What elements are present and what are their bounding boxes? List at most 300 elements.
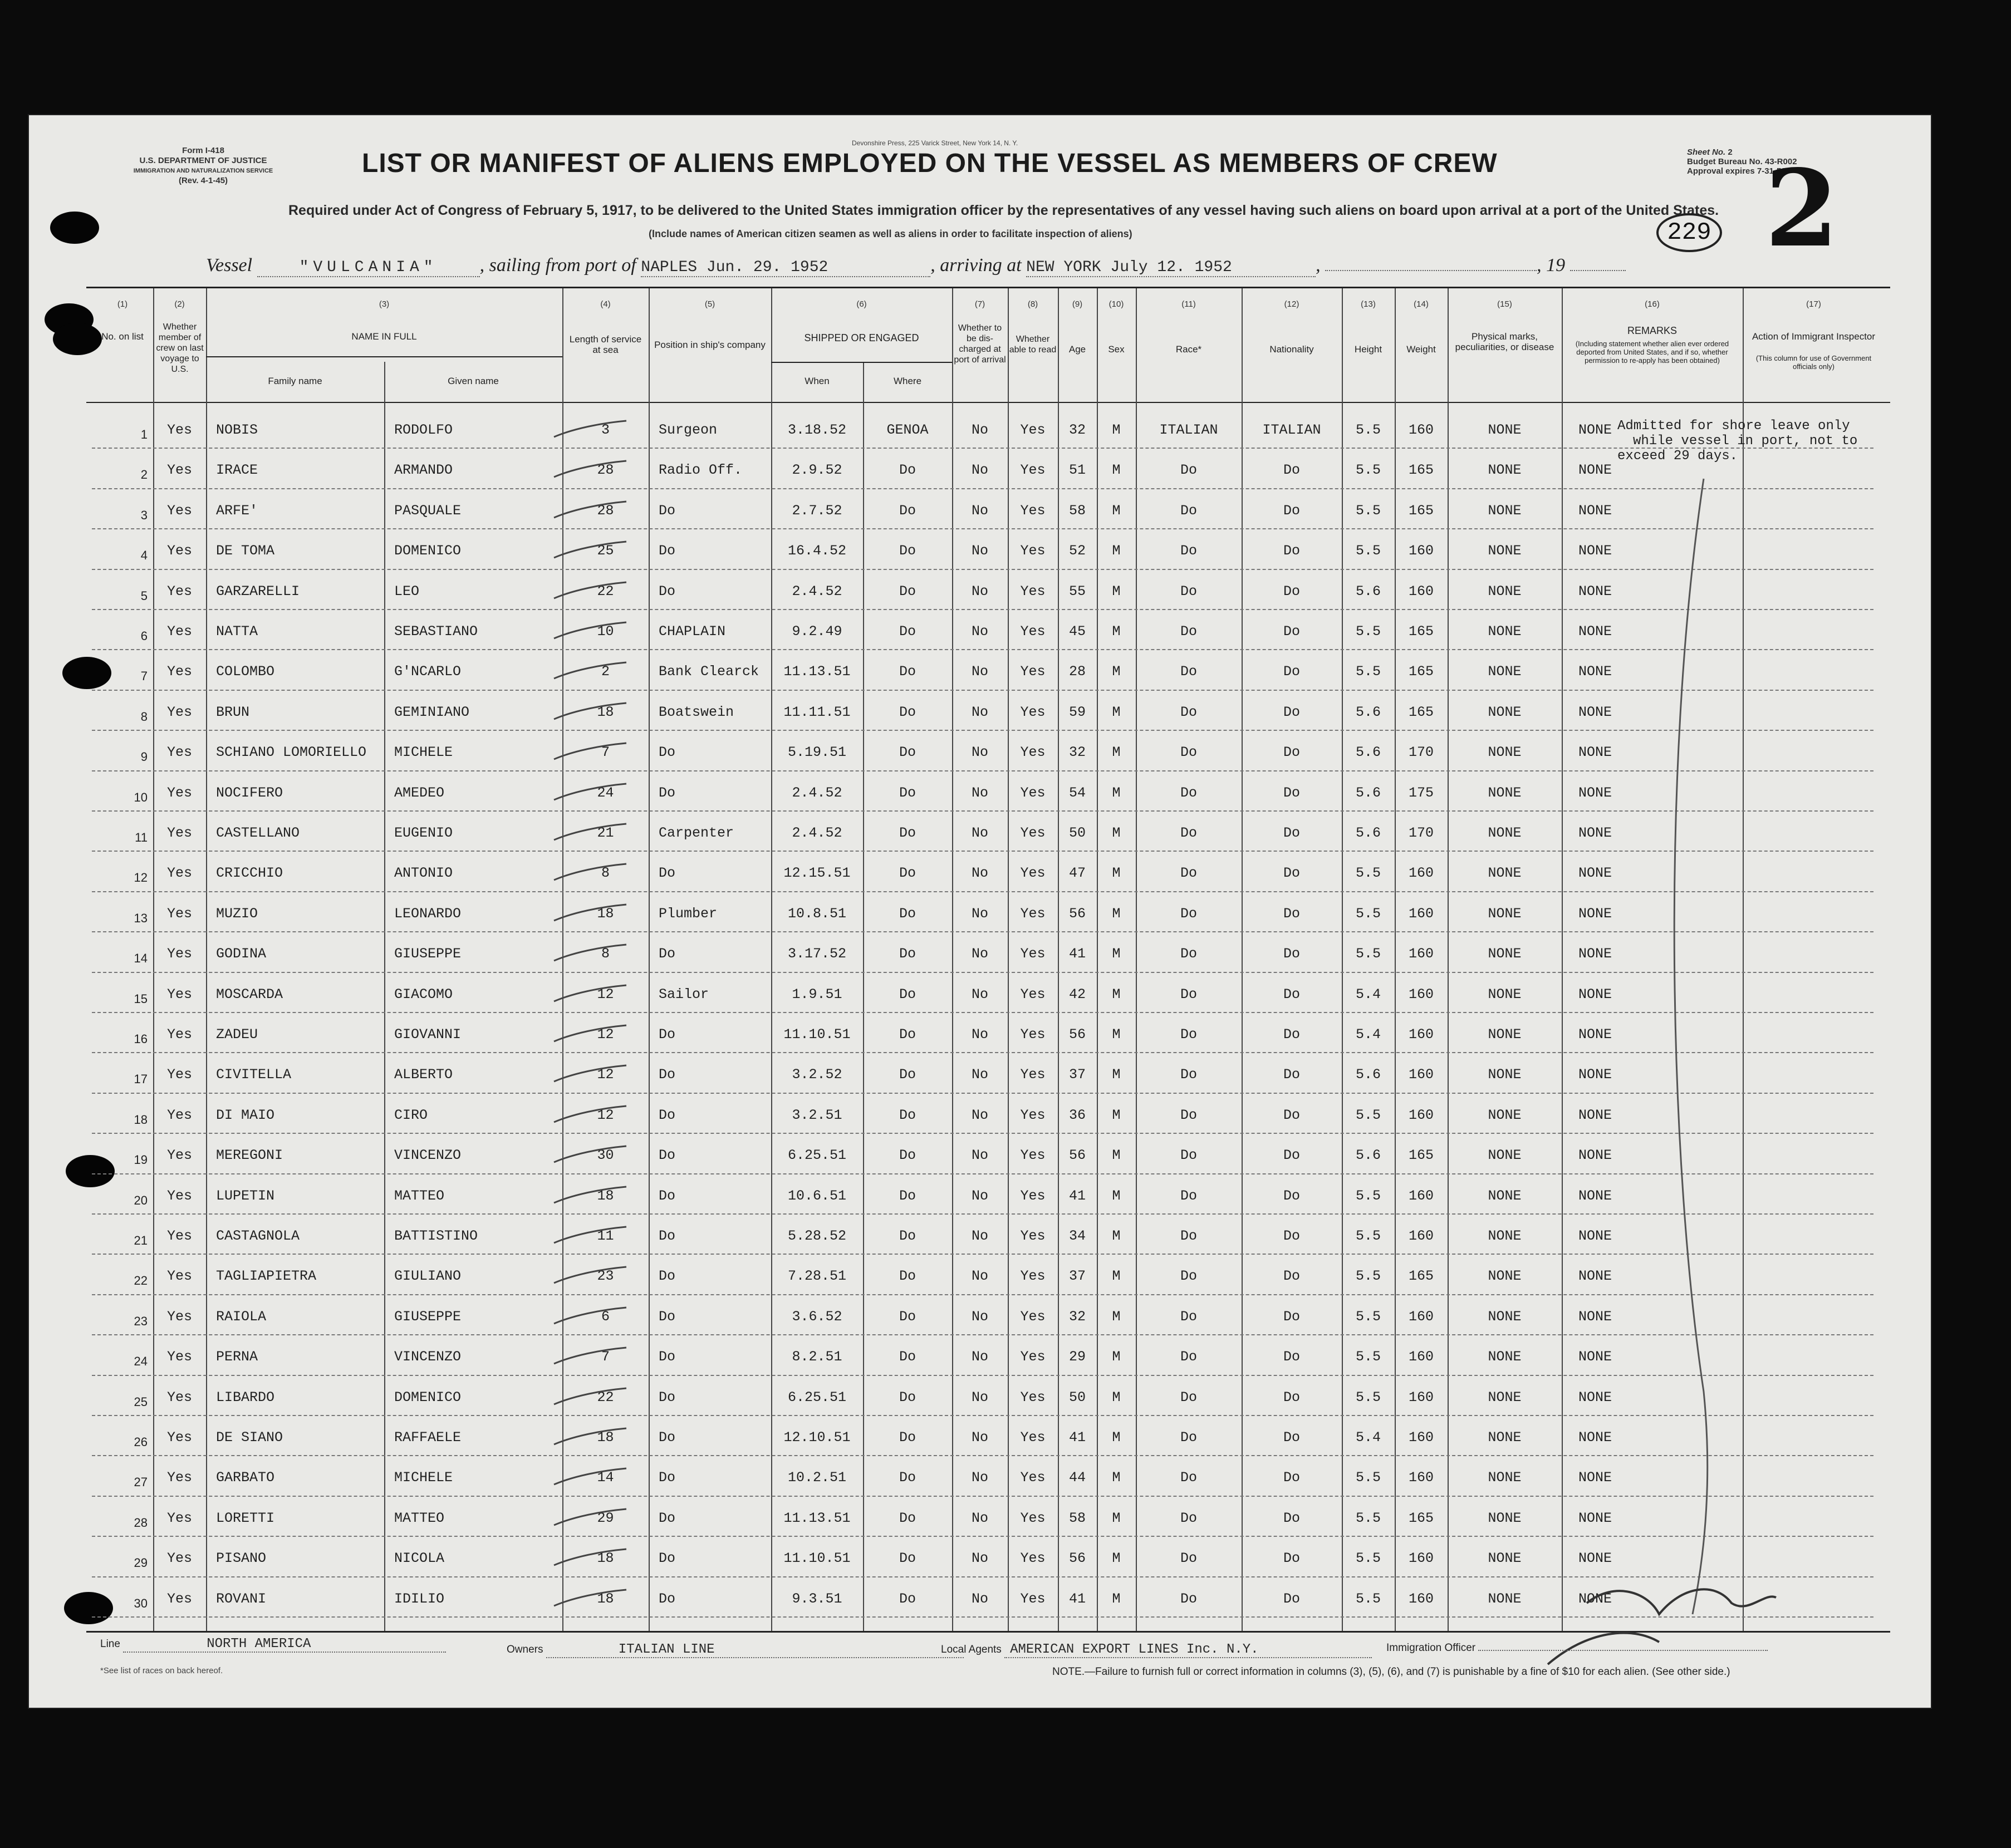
table-cell-when: 11.13.51 xyxy=(783,1510,851,1526)
table-cell-position: Do xyxy=(659,784,676,801)
table-cell-given: BATTISTINO xyxy=(394,1228,478,1244)
table-cell-height: 5.6 xyxy=(1355,704,1381,720)
table-cell-crew: Yes xyxy=(166,1550,192,1567)
table-cell-length: 6 xyxy=(601,1308,610,1325)
table-cell-phys: NONE xyxy=(1488,1590,1522,1607)
table-cell-position: Do xyxy=(659,1590,676,1607)
table-cell-position: Do xyxy=(659,1107,676,1123)
table-cell-remarks: NONE xyxy=(1578,1389,1612,1405)
table-cell-position: Do xyxy=(659,1510,676,1526)
table-cell-nat: Do xyxy=(1283,946,1300,962)
table-cell-crew: Yes xyxy=(166,1107,192,1123)
table-cell-length: 14 xyxy=(597,1469,614,1486)
table-cell-crew: Yes xyxy=(166,1429,192,1446)
table-cell-length: 8 xyxy=(601,865,610,882)
table-cell-length: 8 xyxy=(601,946,610,962)
table-cell-race: Do xyxy=(1180,1308,1197,1325)
table-cell-when: 3.2.51 xyxy=(792,1107,842,1123)
table-cell-age: 29 xyxy=(1068,1349,1086,1365)
table-cell-remarks: NONE xyxy=(1578,784,1612,801)
table-cell-where: Do xyxy=(899,1429,916,1446)
officer-label: Immigration Officer xyxy=(1386,1642,1476,1654)
table-cell-age: 52 xyxy=(1068,543,1086,559)
table-cell-remarks: NONE xyxy=(1578,583,1612,599)
table-cell-weight: 160 xyxy=(1408,1429,1434,1446)
table-cell-family: MUZIO xyxy=(216,905,258,922)
table-cell-remarks: NONE xyxy=(1578,1429,1612,1446)
arriving-port: NEW YORK July 12. 1952 xyxy=(1026,259,1316,277)
table-cell-phys: NONE xyxy=(1488,1550,1522,1567)
header-weight: Weight xyxy=(1406,344,1436,355)
table-cell-age: 34 xyxy=(1068,1228,1086,1244)
table-cell-sex: M xyxy=(1112,502,1121,519)
table-cell-given: RODOLFO xyxy=(394,422,453,438)
table-cell-weight: 160 xyxy=(1408,1389,1434,1405)
table-cell-weight: 165 xyxy=(1408,1147,1434,1164)
table-cell-phys: NONE xyxy=(1488,1268,1522,1285)
table-cell-when: 11.10.51 xyxy=(783,1026,851,1043)
table-cell-no: 12 xyxy=(134,871,148,885)
table-cell-family: CRICCHIO xyxy=(216,865,283,882)
table-cell-no: 4 xyxy=(140,548,148,563)
table-cell-given: EUGENIO xyxy=(394,825,453,841)
table-cell-height: 5.5 xyxy=(1355,1389,1381,1405)
table-cell-nat: Do xyxy=(1283,663,1300,680)
table-cell-crew: Yes xyxy=(166,663,192,680)
table-cell-remarks: NONE xyxy=(1578,1268,1612,1285)
table-cell-crew: Yes xyxy=(166,825,192,841)
table-cell-sex: M xyxy=(1112,1268,1121,1285)
table-cell-race: Do xyxy=(1180,744,1197,761)
table-cell-given: G'NCARLO xyxy=(394,663,462,680)
table-cell-height: 5.5 xyxy=(1355,462,1381,479)
table-cell-when: 11.13.51 xyxy=(783,663,851,680)
table-cell-no: 28 xyxy=(134,1515,148,1530)
table-cell-no: 25 xyxy=(134,1394,148,1409)
table-cell-height: 5.6 xyxy=(1355,744,1381,761)
table-cell-remarks: NONE xyxy=(1578,1228,1612,1244)
table-cell-position: Do xyxy=(659,1228,676,1244)
table-cell-read: Yes xyxy=(1020,1026,1046,1043)
header-age: Age xyxy=(1068,344,1086,355)
table-cell-family: IRACE xyxy=(216,462,258,479)
table-cell-length: 3 xyxy=(601,422,610,438)
table-cell-no: 2 xyxy=(140,468,148,482)
sailing-port: NAPLES Jun. 29. 1952 xyxy=(641,259,930,277)
table-cell-where: Do xyxy=(899,462,916,479)
header-physical: Physical marks, peculiarities, or disease xyxy=(1455,331,1554,352)
table-cell-given: GIACOMO xyxy=(394,986,453,1002)
table-cell-length: 12 xyxy=(597,1026,614,1043)
table-cell-when: 5.19.51 xyxy=(787,744,847,761)
table-cell-sex: M xyxy=(1112,1107,1121,1123)
table-cell-nat: Do xyxy=(1283,1550,1300,1567)
table-cell-nat: Do xyxy=(1283,1308,1300,1325)
column-number: (5) xyxy=(704,299,715,309)
table-cell-family: DI MAIO xyxy=(216,1107,275,1123)
table-cell-phys: NONE xyxy=(1488,1147,1522,1164)
table-cell-race: Do xyxy=(1180,1066,1197,1083)
table-cell-when: 8.2.51 xyxy=(792,1349,842,1365)
table-cell-phys: NONE xyxy=(1488,462,1522,479)
table-cell-remarks: NONE xyxy=(1578,865,1612,882)
sheet-label: Sheet No. xyxy=(1687,148,1726,157)
table-cell-weight: 160 xyxy=(1408,1308,1434,1325)
column-number: (1) xyxy=(117,299,128,309)
table-cell-height: 5.4 xyxy=(1355,986,1381,1002)
table-cell-family: GODINA xyxy=(216,946,267,962)
table-cell-read: Yes xyxy=(1020,986,1046,1002)
table-cell-when: 2.4.52 xyxy=(792,784,842,801)
table-cell-where: Do xyxy=(899,865,916,882)
table-cell-when: 16.4.52 xyxy=(787,543,847,559)
table-cell-age: 37 xyxy=(1068,1268,1086,1285)
table-cell-crew: Yes xyxy=(166,784,192,801)
table-cell-nat: Do xyxy=(1283,986,1300,1002)
column-number: (16) xyxy=(1645,299,1660,309)
table-cell-weight: 160 xyxy=(1408,1550,1434,1567)
table-cell-disch: No xyxy=(971,1550,988,1567)
table-cell-when: 2.4.52 xyxy=(792,583,842,599)
table-cell-phys: NONE xyxy=(1488,1228,1522,1244)
table-cell-given: GIUSEPPE xyxy=(394,1308,462,1325)
table-cell-height: 5.5 xyxy=(1355,1268,1381,1285)
table-cell-family: RAIOLA xyxy=(216,1308,267,1325)
table-cell-family: DE TOMA xyxy=(216,543,275,559)
table-cell-crew: Yes xyxy=(166,462,192,479)
table-cell-weight: 170 xyxy=(1408,825,1434,841)
table-cell-family: MOSCARDA xyxy=(216,986,283,1002)
year-label: 19 xyxy=(1546,255,1566,276)
table-cell-race: Do xyxy=(1180,1268,1197,1285)
table-cell-no: 9 xyxy=(140,750,148,764)
table-cell-race: Do xyxy=(1180,905,1197,922)
column-number: (4) xyxy=(600,299,611,309)
remarks-stamp-line: Admitted for shore leave only xyxy=(1617,419,1850,434)
table-cell-length: 18 xyxy=(597,1429,614,1446)
page-subtitle: Required under Act of Congress of February 5, 1917, to be delivered to the United States immigration officer by the representatives of any vessel having such aliens on board upon arrival at a port of the United States. xyxy=(288,203,1719,218)
table-cell-age: 58 xyxy=(1068,502,1086,519)
table-cell-family: CASTELLANO xyxy=(216,825,300,841)
table-cell-disch: No xyxy=(971,744,988,761)
table-cell-height: 5.5 xyxy=(1355,422,1381,438)
table-cell-family: BRUN xyxy=(216,704,250,720)
column-number: (2) xyxy=(174,299,185,309)
table-cell-position: Plumber xyxy=(659,905,718,922)
department-name: U.S. DEPARTMENT OF JUSTICE xyxy=(139,156,267,165)
table-cell-given: GIULIANO xyxy=(394,1268,462,1285)
table-cell-phys: NONE xyxy=(1488,583,1522,599)
table-cell-given: MATTEO xyxy=(394,1510,445,1526)
table-cell-position: Do xyxy=(659,1268,676,1285)
arriving-label: , arriving at xyxy=(930,255,1022,276)
table-cell-phys: NONE xyxy=(1488,905,1522,922)
vessel-line: Vessel "VULCANIA" , sailing from port of NAPLES Jun. 29. 1952 , arriving at NEW YORK July 12. 1952 , , 19 xyxy=(206,255,1626,277)
table-cell-disch: No xyxy=(971,462,988,479)
table-cell-disch: No xyxy=(971,583,988,599)
table-cell-when: 7.28.51 xyxy=(787,1268,847,1285)
table-cell-family: GARBATO xyxy=(216,1469,275,1486)
footer-note: NOTE.—Failure to furnish full or correct information in columns (3), (5), (6), and (7) is punishable by a fine of $10 for each alien. (See other side.) xyxy=(1052,1666,1730,1678)
table-cell-length: 23 xyxy=(597,1268,614,1285)
table-cell-disch: No xyxy=(971,1389,988,1405)
table-cell-sex: M xyxy=(1112,1389,1121,1405)
table-cell-no: 8 xyxy=(140,709,148,724)
form-label: Form I-418 xyxy=(182,146,224,155)
table-cell-race: Do xyxy=(1180,543,1197,559)
table-cell-phys: NONE xyxy=(1488,663,1522,680)
table-cell-sex: M xyxy=(1112,1510,1121,1526)
vessel-name: "VULCANIA" xyxy=(257,259,480,277)
column-number: (12) xyxy=(1284,299,1299,309)
table-cell-no: 27 xyxy=(134,1475,148,1490)
table-cell-disch: No xyxy=(971,663,988,680)
table-cell-phys: NONE xyxy=(1488,865,1522,882)
table-cell-disch: No xyxy=(971,905,988,922)
table-cell-phys: NONE xyxy=(1488,1349,1522,1365)
table-cell-nat: Do xyxy=(1283,1187,1300,1204)
table-cell-sex: M xyxy=(1112,905,1121,922)
table-cell-length: 30 xyxy=(597,1147,614,1164)
table-cell-crew: Yes xyxy=(166,1389,192,1405)
table-cell-read: Yes xyxy=(1020,623,1046,640)
table-cell-height: 5.6 xyxy=(1355,1147,1381,1164)
table-cell-no: 16 xyxy=(134,1032,148,1046)
table-cell-sex: M xyxy=(1112,583,1121,599)
table-cell-race: Do xyxy=(1180,583,1197,599)
table-cell-crew: Yes xyxy=(166,502,192,519)
table-cell-length: 18 xyxy=(597,1590,614,1607)
table-cell-weight: 170 xyxy=(1408,744,1434,761)
table-cell-weight: 165 xyxy=(1408,1510,1434,1526)
table-cell-nat: Do xyxy=(1283,784,1300,801)
table-cell-no: 19 xyxy=(134,1153,148,1167)
table-cell-read: Yes xyxy=(1020,1429,1046,1446)
table-cell-where: Do xyxy=(899,1228,916,1244)
table-cell-length: 24 xyxy=(597,784,614,801)
table-cell-sex: M xyxy=(1112,784,1121,801)
table-cell-given: PASQUALE xyxy=(394,502,462,519)
table-cell-disch: No xyxy=(971,1429,988,1446)
table-cell-read: Yes xyxy=(1020,1147,1046,1164)
table-cell-where: Do xyxy=(899,986,916,1002)
table-cell-read: Yes xyxy=(1020,905,1046,922)
table-cell-remarks: NONE xyxy=(1578,422,1612,438)
table-cell-phys: NONE xyxy=(1488,704,1522,720)
table-cell-weight: 160 xyxy=(1408,1349,1434,1365)
table-cell-where: Do xyxy=(899,1590,916,1607)
header-position: Position in ship's company xyxy=(654,340,766,350)
table-cell-race: Do xyxy=(1180,1389,1197,1405)
table-cell-where: Do xyxy=(899,623,916,640)
table-cell-position: Radio Off. xyxy=(659,462,743,479)
table-cell-crew: Yes xyxy=(166,623,192,640)
table-cell-where: Do xyxy=(899,1469,916,1486)
table-cell-nat: Do xyxy=(1283,1228,1300,1244)
table-cell-remarks: NONE xyxy=(1578,986,1612,1002)
table-cell-family: SCHIANO LOMORIELLO xyxy=(216,744,367,761)
table-cell-race: Do xyxy=(1180,663,1197,680)
vessel-label: Vessel xyxy=(206,255,253,276)
table-cell-no: 15 xyxy=(134,991,148,1006)
table-cell-crew: Yes xyxy=(166,986,192,1002)
table-cell-phys: NONE xyxy=(1488,1308,1522,1325)
table-cell-read: Yes xyxy=(1020,865,1046,882)
table-cell-when: 2.7.52 xyxy=(792,502,842,519)
table-cell-no: 23 xyxy=(134,1314,148,1328)
table-cell-remarks: NONE xyxy=(1578,704,1612,720)
table-cell-family: NOCIFERO xyxy=(216,784,283,801)
table-cell-race: Do xyxy=(1180,825,1197,841)
table-cell-age: 56 xyxy=(1068,1550,1086,1567)
table-cell-sex: M xyxy=(1112,1429,1121,1446)
header-length-service: Length of service at sea xyxy=(569,334,642,355)
header-action: Action of Immigrant Inspector xyxy=(1752,331,1876,342)
table-cell-crew: Yes xyxy=(166,1187,192,1204)
header-name-in-full: NAME IN FULL xyxy=(351,331,417,342)
table-cell-position: Do xyxy=(659,543,676,559)
table-cell-nat: ITALIAN xyxy=(1262,422,1321,438)
table-cell-read: Yes xyxy=(1020,1228,1046,1244)
table-cell-position: Do xyxy=(659,1349,676,1365)
table-cell-where: Do xyxy=(899,1349,916,1365)
table-cell-nat: Do xyxy=(1283,865,1300,882)
table-cell-weight: 160 xyxy=(1408,1026,1434,1043)
table-cell-sex: M xyxy=(1112,462,1121,479)
table-cell-remarks: NONE xyxy=(1578,1469,1612,1486)
table-cell-position: Do xyxy=(659,1066,676,1083)
table-cell-given: LEONARDO xyxy=(394,905,462,922)
table-cell-crew: Yes xyxy=(166,1026,192,1043)
table-cell-race: Do xyxy=(1180,1429,1197,1446)
table-cell-race: Do xyxy=(1180,784,1197,801)
table-cell-sex: M xyxy=(1112,704,1121,720)
table-cell-weight: 160 xyxy=(1408,1066,1434,1083)
table-cell-height: 5.6 xyxy=(1355,1066,1381,1083)
table-cell-where: Do xyxy=(899,1147,916,1164)
table-cell-height: 5.5 xyxy=(1355,905,1381,922)
table-cell-read: Yes xyxy=(1020,946,1046,962)
table-cell-family: GARZARELLI xyxy=(216,583,300,599)
table-cell-position: Do xyxy=(659,502,676,519)
table-cell-no: 7 xyxy=(140,669,148,684)
table-cell-height: 5.5 xyxy=(1355,1590,1381,1607)
table-cell-remarks: NONE xyxy=(1578,543,1612,559)
header-nationality: Nationality xyxy=(1269,344,1314,355)
table-cell-height: 5.5 xyxy=(1355,1469,1381,1486)
column-number: (6) xyxy=(856,299,867,309)
table-cell-race: ITALIAN xyxy=(1159,422,1218,438)
table-cell-read: Yes xyxy=(1020,422,1046,438)
table-cell-disch: No xyxy=(971,704,988,720)
table-cell-race: Do xyxy=(1180,1107,1197,1123)
table-cell-family: LIBARDO xyxy=(216,1389,275,1405)
table-cell-length: 22 xyxy=(597,583,614,599)
table-cell-read: Yes xyxy=(1020,583,1046,599)
table-cell-given: VINCENZO xyxy=(394,1147,462,1164)
table-cell-where: Do xyxy=(899,905,916,922)
table-cell-height: 5.5 xyxy=(1355,502,1381,519)
table-cell-nat: Do xyxy=(1283,1147,1300,1164)
table-cell-read: Yes xyxy=(1020,663,1046,680)
table-cell-length: 12 xyxy=(597,1107,614,1123)
table-cell-nat: Do xyxy=(1283,462,1300,479)
budget-bureau: Budget Bureau No. 43-R002 xyxy=(1687,157,1797,166)
table-cell-weight: 160 xyxy=(1408,946,1434,962)
table-cell-length: 18 xyxy=(597,1187,614,1204)
table-cell-given: DOMENICO xyxy=(394,543,462,559)
table-cell-height: 5.6 xyxy=(1355,825,1381,841)
table-cell-crew: Yes xyxy=(166,1228,192,1244)
table-cell-disch: No xyxy=(971,1268,988,1285)
table-cell-race: Do xyxy=(1180,865,1197,882)
table-cell-sex: M xyxy=(1112,865,1121,882)
table-cell-remarks: NONE xyxy=(1578,1107,1612,1123)
table-cell-position: Do xyxy=(659,583,676,599)
table-cell-nat: Do xyxy=(1283,1349,1300,1365)
table-cell-nat: Do xyxy=(1283,1469,1300,1486)
table-cell-crew: Yes xyxy=(166,1349,192,1365)
table-cell-disch: No xyxy=(971,1510,988,1526)
table-cell-weight: 160 xyxy=(1408,543,1434,559)
table-cell-read: Yes xyxy=(1020,1187,1046,1204)
table-cell-read: Yes xyxy=(1020,1308,1046,1325)
table-cell-sex: M xyxy=(1112,744,1121,761)
table-cell-height: 5.5 xyxy=(1355,946,1381,962)
table-cell-phys: NONE xyxy=(1488,543,1522,559)
table-cell-read: Yes xyxy=(1020,744,1046,761)
table-cell-height: 5.4 xyxy=(1355,1026,1381,1043)
table-cell-nat: Do xyxy=(1283,1268,1300,1285)
table-cell-phys: NONE xyxy=(1488,946,1522,962)
table-cell-when: 6.25.51 xyxy=(787,1147,847,1164)
table-cell-age: 45 xyxy=(1068,623,1086,640)
table-cell-race: Do xyxy=(1180,1510,1197,1526)
table-cell-height: 5.5 xyxy=(1355,663,1381,680)
table-cell-height: 5.5 xyxy=(1355,1187,1381,1204)
table-cell-length: 2 xyxy=(601,663,610,680)
table-cell-disch: No xyxy=(971,1590,988,1607)
table-cell-weight: 160 xyxy=(1408,1107,1434,1123)
table-cell-where: Do xyxy=(899,1268,916,1285)
table-cell-when: 3.17.52 xyxy=(787,946,847,962)
table-cell-where: Do xyxy=(899,1026,916,1043)
table-cell-given: GIOVANNI xyxy=(394,1026,462,1043)
table-cell-sex: M xyxy=(1112,825,1121,841)
table-cell-family: NATTA xyxy=(216,623,258,640)
table-cell-race: Do xyxy=(1180,1469,1197,1486)
table-cell-race: Do xyxy=(1180,986,1197,1002)
table-cell-disch: No xyxy=(971,1066,988,1083)
table-cell-age: 41 xyxy=(1068,1590,1086,1607)
table-cell-disch: No xyxy=(971,1107,988,1123)
table-cell-given: CIRO xyxy=(394,1107,428,1123)
table-cell-sex: M xyxy=(1112,623,1121,640)
table-cell-sex: M xyxy=(1112,1187,1121,1204)
table-cell-length: 18 xyxy=(597,1550,614,1567)
table-cell-given: ANTONIO xyxy=(394,865,453,882)
table-cell-height: 5.4 xyxy=(1355,1429,1381,1446)
table-cell-where: Do xyxy=(899,704,916,720)
table-cell-phys: NONE xyxy=(1488,986,1522,1002)
table-cell-disch: No xyxy=(971,1026,988,1043)
table-cell-when: 9.3.51 xyxy=(792,1590,842,1607)
footer-line-field xyxy=(100,1636,446,1653)
table-cell-remarks: NONE xyxy=(1578,502,1612,519)
table-cell-crew: Yes xyxy=(166,1469,192,1486)
table-cell-sex: M xyxy=(1112,543,1121,559)
table-cell-no: 5 xyxy=(140,588,148,603)
